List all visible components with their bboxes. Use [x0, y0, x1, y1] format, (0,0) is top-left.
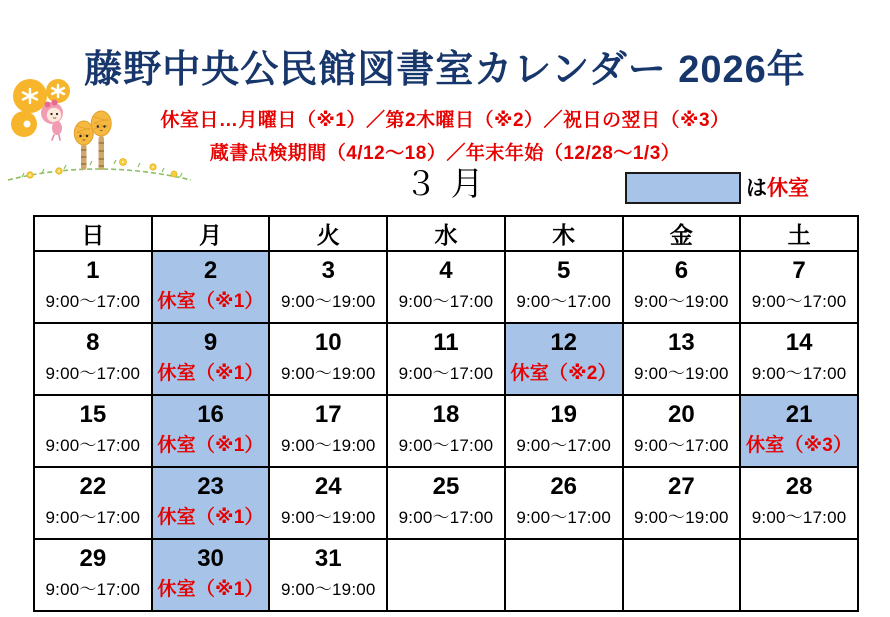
open-hours: 9:00～17:00 — [398, 436, 494, 455]
date-number: 9 — [203, 329, 218, 356]
calendar-day — [387, 323, 505, 395]
calendar-day — [505, 395, 623, 467]
calendar-day — [623, 251, 741, 323]
date-number: 31 — [314, 545, 342, 572]
calendar-body — [34, 251, 858, 611]
date-number: 5 — [556, 257, 571, 284]
date-number: 4 — [439, 257, 453, 284]
calendar-day-empty — [623, 539, 741, 611]
open-hours: 9:00～19:00 — [280, 436, 376, 455]
open-hours: 9:00～19:00 — [280, 580, 376, 599]
calendar-day — [34, 467, 152, 539]
date-number: 19 — [550, 401, 578, 428]
date-number: 2 — [203, 257, 218, 284]
calendar-head — [34, 216, 858, 251]
calendar-day-empty — [387, 539, 505, 611]
calendar-day — [269, 395, 387, 467]
calendar-week-row — [34, 539, 858, 611]
date-number: 30 — [197, 545, 224, 572]
weekday-header: 日 — [34, 216, 152, 251]
date-number: 20 — [668, 401, 695, 428]
date-number: 15 — [79, 401, 107, 428]
legend-closed-word: 休室 — [767, 177, 809, 200]
date-number: 23 — [197, 473, 224, 500]
calendar-week-row — [34, 467, 858, 539]
calendar-day — [623, 467, 741, 539]
date-number: 22 — [79, 473, 107, 500]
calendar-day — [505, 251, 623, 323]
date-number: 27 — [668, 473, 695, 500]
calendar-day — [269, 539, 387, 611]
calendar-day — [387, 251, 505, 323]
legend-prefix: は — [746, 177, 767, 200]
open-hours: 9:00～19:00 — [634, 508, 729, 527]
weekday-header: 土 — [740, 216, 858, 251]
date-number: 7 — [792, 257, 806, 284]
calendar-day-empty — [505, 539, 623, 611]
calendar-day — [623, 323, 741, 395]
calendar-day — [269, 467, 387, 539]
weekday-header: 火 — [269, 216, 387, 251]
open-hours: 9:00～19:00 — [634, 292, 729, 311]
closed-label: 休室（※1） — [157, 579, 264, 600]
calendar-week-row — [34, 251, 858, 323]
calendar-day-closed — [152, 467, 270, 539]
calendar-day — [269, 323, 387, 395]
closed-days-note: 休室日…月曜日（※1）／第2木曜日（※2）／祝日の翌日（※3） — [160, 110, 730, 131]
date-number: 28 — [785, 473, 813, 500]
weekday-header: 金 — [623, 216, 741, 251]
inventory-period-note: 蔵書点検期間（4/12～18）／年末年始（12/28～1/3） — [209, 143, 681, 164]
open-hours: 9:00～17:00 — [45, 292, 141, 311]
closed-label: 休室（※3） — [745, 435, 853, 456]
closed-legend-text — [746, 176, 809, 202]
calendar-day-empty — [740, 539, 858, 611]
open-hours: 9:00～19:00 — [280, 508, 376, 527]
open-hours: 9:00～17:00 — [634, 436, 729, 455]
calendar-day — [387, 395, 505, 467]
calendar-day-closed — [152, 395, 270, 467]
closed-legend-swatch — [625, 172, 741, 204]
date-number: 25 — [432, 473, 460, 500]
open-hours: 9:00～17:00 — [45, 364, 141, 383]
date-number: 18 — [432, 401, 460, 428]
calendar-day-closed — [505, 323, 623, 395]
open-hours: 9:00～17:00 — [751, 364, 847, 383]
weekday-header: 月 — [152, 216, 270, 251]
calendar-day — [740, 323, 858, 395]
date-number: 13 — [668, 329, 695, 356]
open-hours: 9:00～17:00 — [398, 364, 494, 383]
open-hours: 9:00～17:00 — [45, 436, 141, 455]
calendar-day — [34, 395, 152, 467]
date-number: 14 — [785, 329, 813, 356]
calendar-day-closed — [152, 251, 270, 323]
closed-label: 休室（※2） — [510, 363, 617, 384]
date-number: 21 — [785, 401, 813, 428]
date-number: 12 — [550, 329, 578, 356]
date-number: 6 — [674, 257, 689, 284]
date-number: 17 — [314, 401, 342, 428]
open-hours: 9:00～17:00 — [751, 508, 847, 527]
date-number: 24 — [314, 473, 342, 500]
calendar-day-closed — [152, 539, 270, 611]
date-number: 8 — [86, 329, 100, 356]
calendar-day — [34, 251, 152, 323]
closed-label: 休室（※1） — [157, 363, 264, 384]
date-number: 26 — [550, 473, 578, 500]
open-hours: 9:00～17:00 — [516, 508, 611, 527]
calendar-day — [34, 323, 152, 395]
open-hours: 9:00～17:00 — [516, 436, 611, 455]
calendar-day — [740, 467, 858, 539]
calendar-day — [505, 467, 623, 539]
weekday-header: 木 — [505, 216, 623, 251]
calendar-day — [34, 539, 152, 611]
march-calendar-table — [33, 215, 859, 612]
closed-label: 休室（※1） — [157, 507, 264, 528]
closed-label: 休室（※1） — [157, 435, 264, 456]
calendar-week-row — [34, 323, 858, 395]
calendar-day — [387, 467, 505, 539]
date-number: 29 — [79, 545, 107, 572]
calendar-week-row — [34, 395, 858, 467]
open-hours: 9:00～17:00 — [45, 508, 141, 527]
open-hours: 9:00～17:00 — [45, 580, 141, 599]
open-hours: 9:00～19:00 — [634, 364, 729, 383]
date-number: 11 — [433, 329, 459, 356]
open-hours: 9:00～17:00 — [398, 508, 494, 527]
calendar-day-closed — [152, 323, 270, 395]
open-hours: 9:00～19:00 — [280, 364, 376, 383]
calendar-day — [740, 251, 858, 323]
weekday-header-row — [34, 216, 858, 251]
calendar-day — [269, 251, 387, 323]
date-number: 1 — [86, 257, 100, 284]
calendar-day-closed — [740, 395, 858, 467]
date-number: 3 — [321, 257, 335, 284]
open-hours: 9:00～17:00 — [516, 292, 611, 311]
open-hours: 9:00～19:00 — [280, 292, 376, 311]
date-number: 10 — [314, 329, 342, 356]
page-title: 藤野中央公民館図書室カレンダー 2026年 — [84, 49, 806, 91]
open-hours: 9:00～17:00 — [398, 292, 494, 311]
weekday-header: 水 — [387, 216, 505, 251]
month-label: ３ 月 — [404, 165, 486, 202]
calendar-day — [623, 395, 741, 467]
date-number: 16 — [197, 401, 224, 428]
closed-label: 休室（※1） — [157, 291, 264, 312]
open-hours: 9:00～17:00 — [751, 292, 847, 311]
